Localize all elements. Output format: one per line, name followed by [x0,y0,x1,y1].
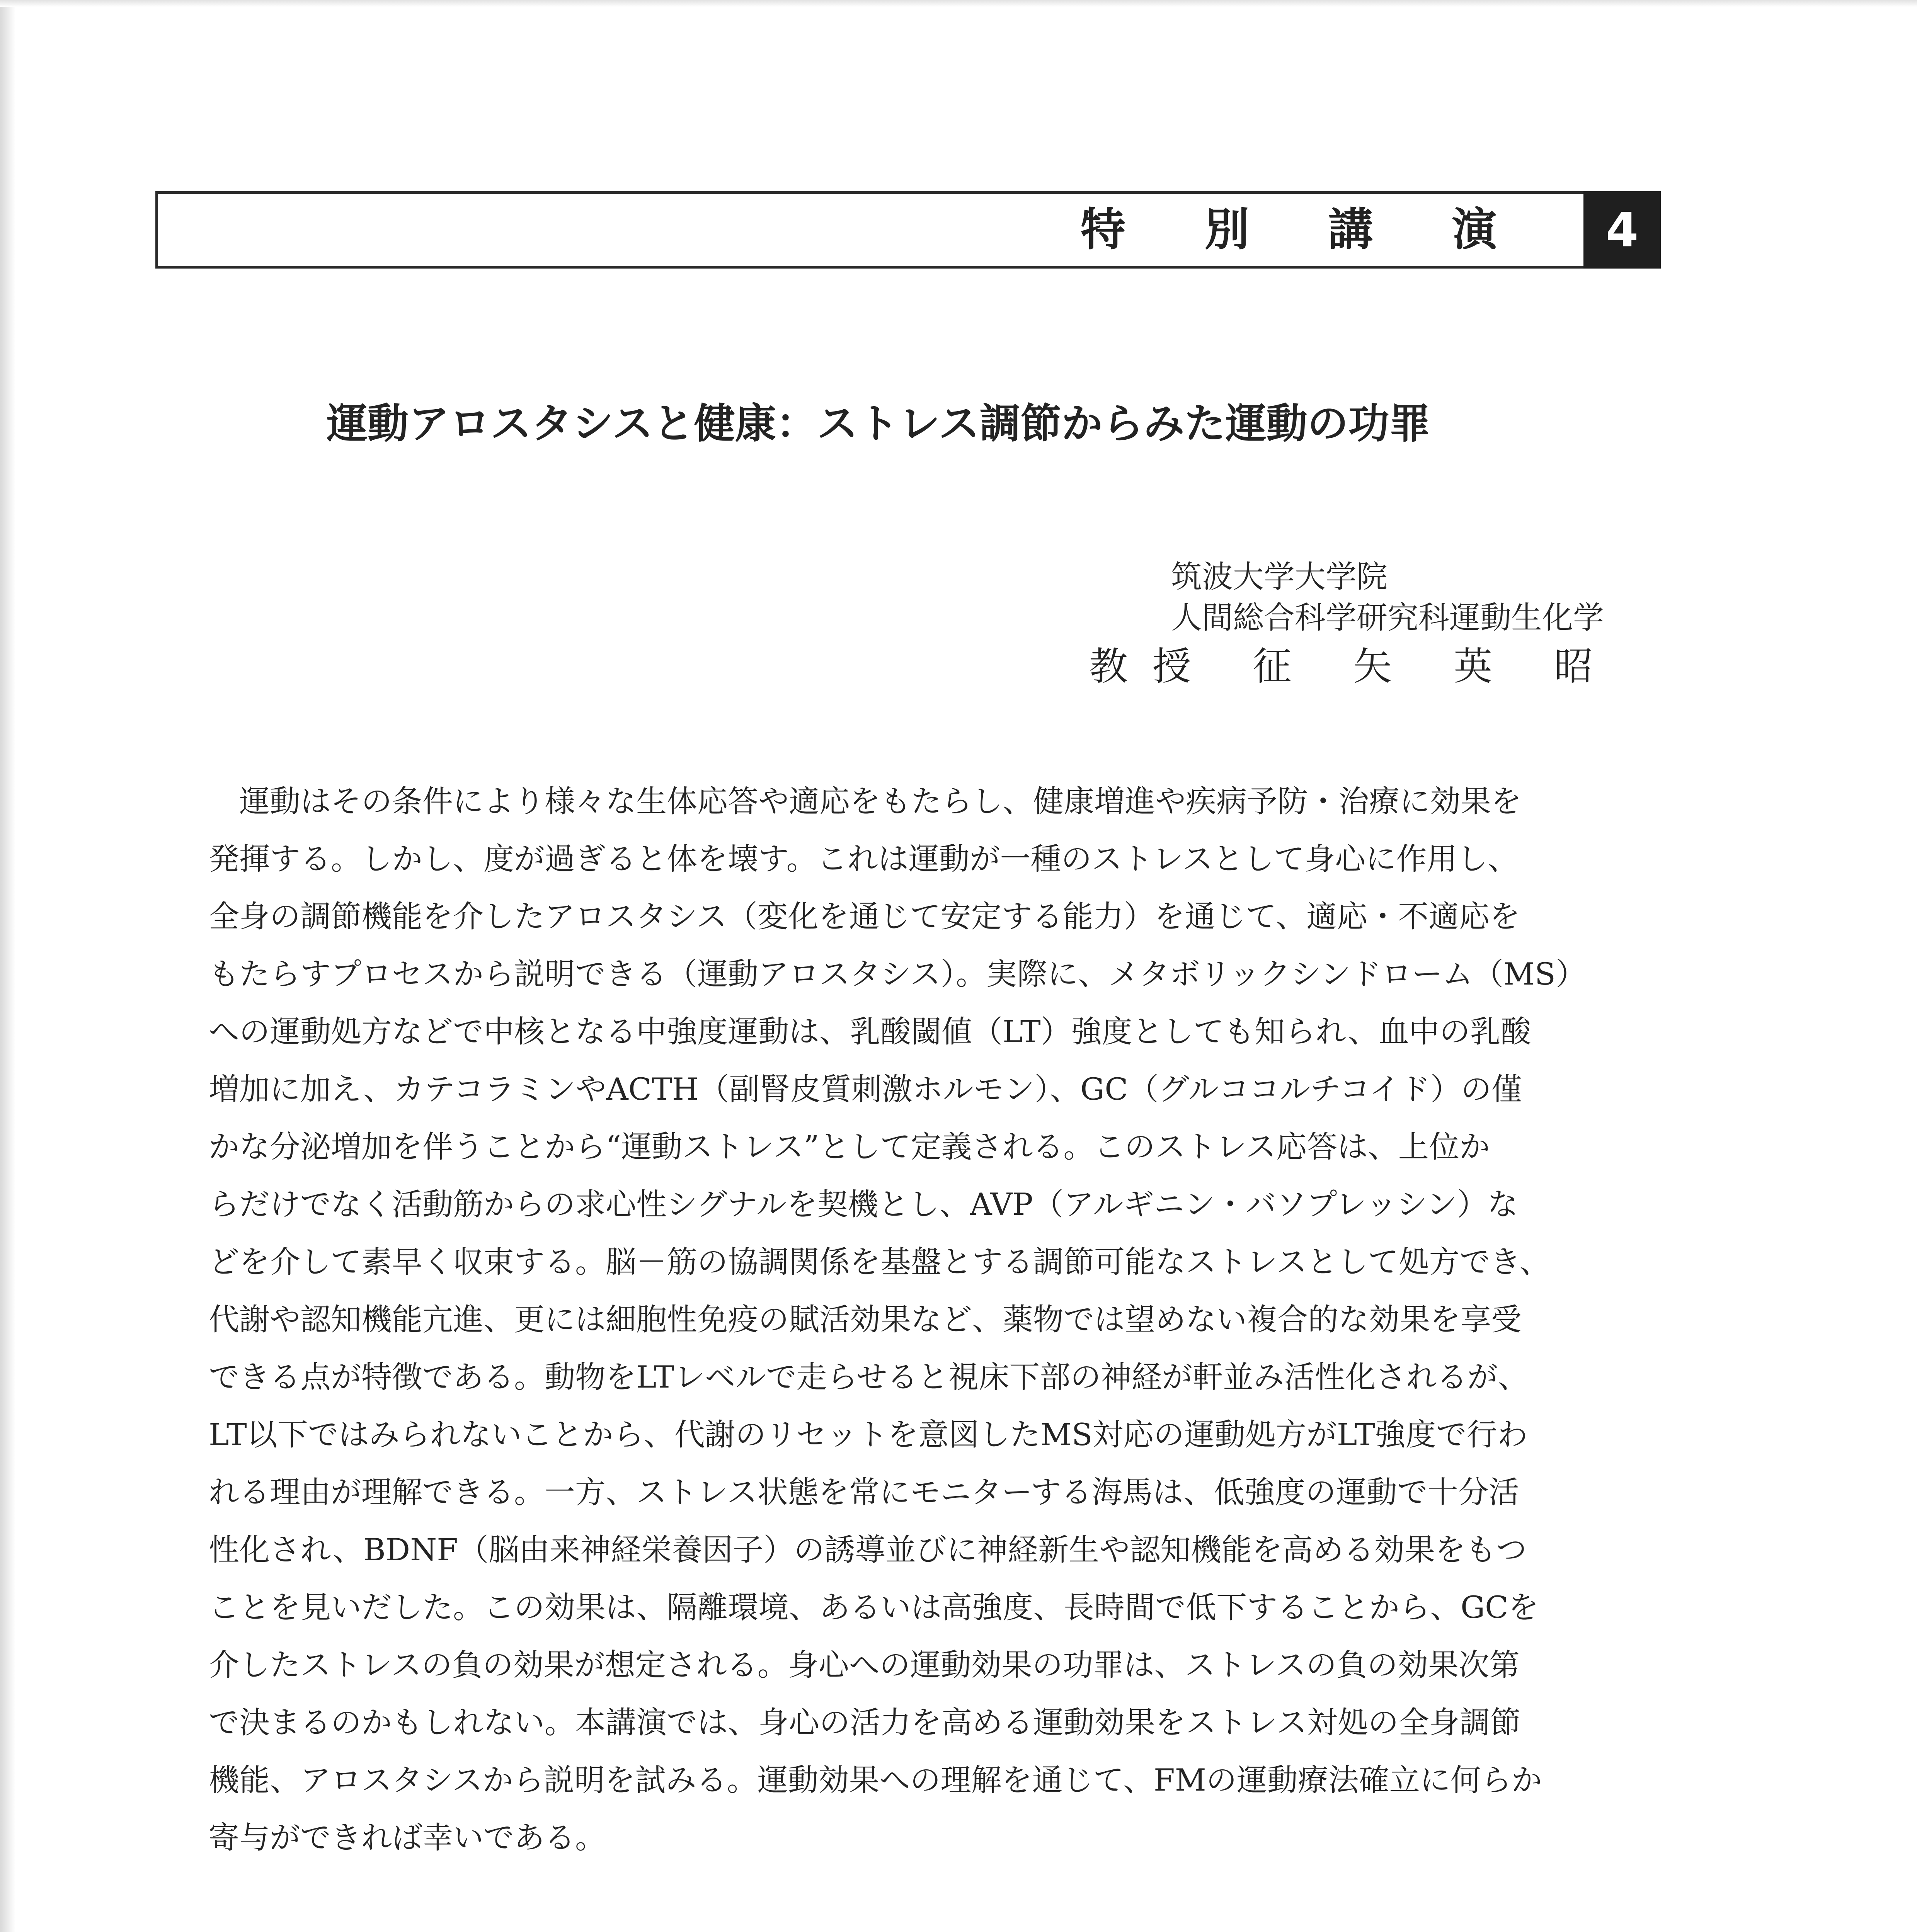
body-line: 性化され、BDNF（脳由来神経栄養因子）の誘導並びに神経新生や認知機能を高める効果をもつ [209,1532,1527,1568]
section-header-label: 特 別 講 演 [1080,204,1529,256]
scan-edge-top [0,0,1917,7]
body-line: 全身の調節機能を介したアロスタシス（変化を通じて安定する能力）を通じて、適応・不適応を [209,899,1520,934]
body-line: 増加に加え、カテコラミンやACTH（副腎皮質刺激ホルモン）、GC（グルココルチコイド）の僅 [209,1071,1522,1107]
body-line: 介したストレスの負の効果が想定される。身心への運動効果の功罪は、ストレスの負の効果次第 [209,1647,1520,1683]
body-line: ことを見いだした。この効果は、隔離環境、あるいは高強度、長時間で低下することから、GCを [209,1590,1539,1625]
affiliation-line-2: 人間総合科学研究科運動生化学 [1171,600,1604,636]
body-line: どを介して素早く収束する。脳－筋の協調関係を基盤とする調節可能なストレスとして処方でき、 [209,1244,1550,1280]
body-line: できる点が特徴である。動物をLTレベルで走らせると視床下部の神経が軒並み活性化されるが、 [209,1359,1529,1395]
lecture-title: 運動アロスタシスと健康：ストレス調節からみた運動の功罪 [327,400,1430,447]
body-line: もたらすプロセスから説明できる（運動アロスタシス）。実際に、メタボリックシンドローム（MS） [209,956,1587,992]
body-line: 発揮する。しかし、度が過ぎると体を壊す。これは運動が一種のストレスとして身心に作用し、 [209,841,1519,877]
scan-edge-left [0,0,15,1932]
abstract-body [209,773,1654,1867]
body-line: 寄与ができれば幸いである。 [209,1820,606,1855]
body-line: らだけでなく活動筋からの求心性シグナルを契機とし、AVP（アルギニン・バソプレッシン）な [209,1187,1518,1222]
body-line: 機能、アロスタシスから説明を試みる。運動効果への理解を通じて、FMの運動療法確立に何らか [209,1762,1542,1798]
body-line: への運動処方などで中核となる中強度運動は、乳酸閾値（LT）強度としても知られ、血中の乳酸 [209,1014,1531,1049]
body-line: かな分泌増加を伴うことから“運動ストレス”として定義される。このストレス応答は、上位か [209,1129,1490,1165]
body-line: 代謝や認知機能亢進、更には細胞性免疫の賦活効果など、薬物では望めない複合的な効果を享受 [209,1302,1522,1337]
affiliation-line-1: 筑波大学大学院 [1171,559,1388,595]
body-line: れる理由が理解できる。一方、ストレス状態を常にモニターする海馬は、低強度の運動で十分活 [209,1475,1519,1510]
section-number-badge: 4 [1583,191,1661,269]
author-affiliation [1171,556,1658,638]
body-line: LT以下ではみられないことから、代謝のリセットを意図したMS対応の運動処方がLT強度で行わ [209,1417,1528,1452]
body-line: で決まるのかもしれない。本講演では、身心の活力を高める運動効果をストレス対処の全身調節 [209,1705,1521,1740]
section-header [155,191,1661,269]
body-line: 運動はその条件により様々な生体応答や適応をもたらし、健康増進や疾病予防・治療に効果を [209,784,1522,819]
author-name: 教授 征 矢 英 昭 [1089,644,1617,689]
